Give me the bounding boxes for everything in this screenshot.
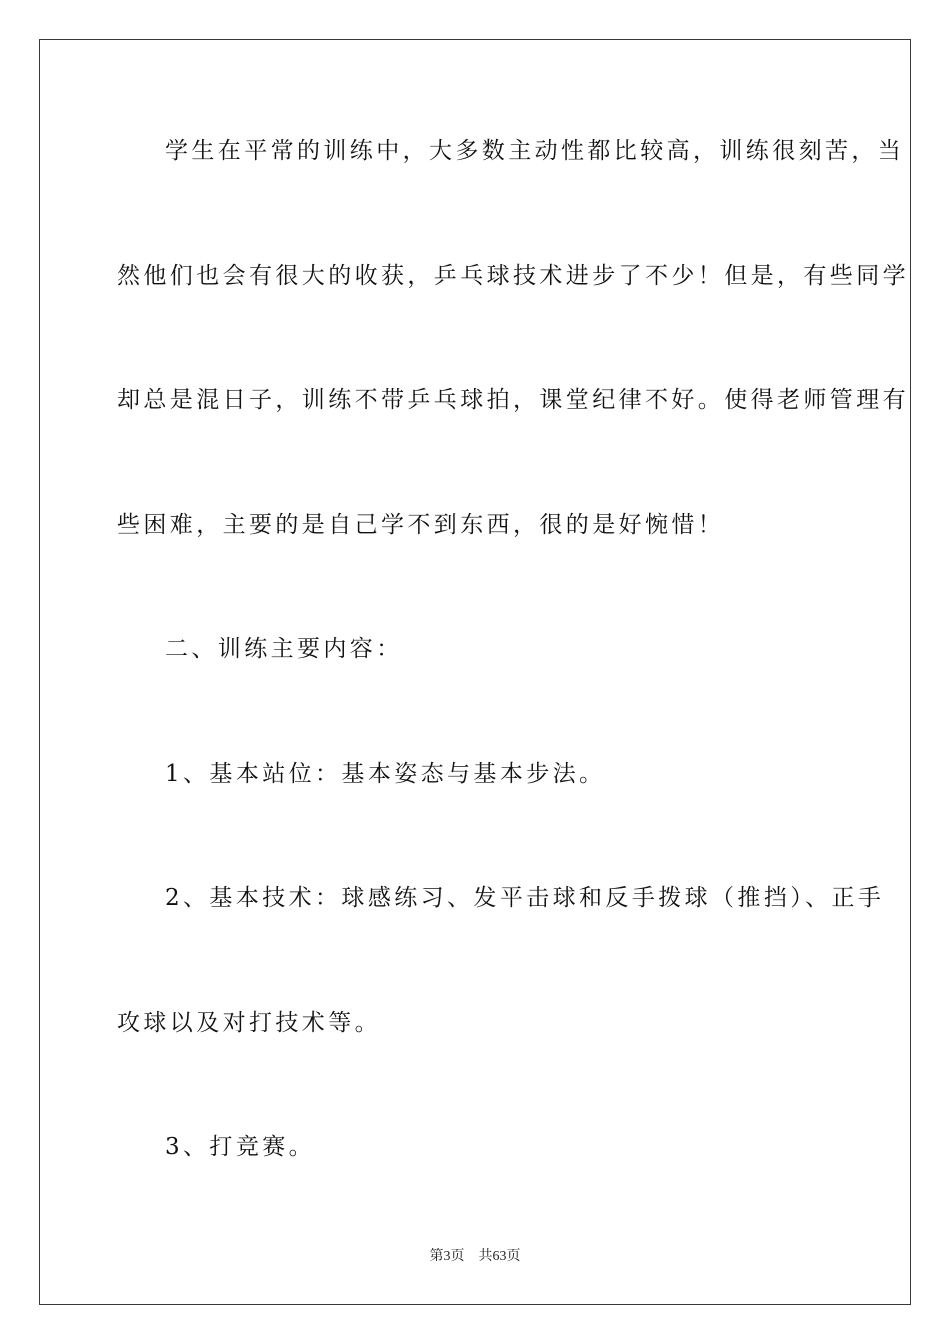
paragraph-line: 然他们也会有很大的收获，乒乓球技术进步了不少！但是，有些同学 bbox=[117, 263, 909, 289]
paragraph-line: 些困难，主要的是自己学不到东西，很的是好惋惜！ bbox=[117, 512, 725, 538]
page-border bbox=[39, 39, 911, 1305]
page-total: 共63页 bbox=[478, 1249, 521, 1264]
paragraph-line: 学生在平常的训练中，大多数主动性都比较高，训练很刻苦，当 bbox=[165, 138, 905, 164]
page-footer bbox=[0, 1248, 950, 1266]
section-heading: 二、训练主要内容： bbox=[165, 636, 403, 662]
list-item-continuation: 攻球以及对打技术等。 bbox=[117, 1010, 381, 1036]
list-item: 1、基本站位：基本姿态与基本步法。 bbox=[165, 761, 606, 787]
list-item: 3、打竞赛。 bbox=[165, 1134, 316, 1160]
page-number: 第3页 bbox=[429, 1249, 465, 1264]
list-item: 2、基本技术：球感练习、发平击球和反手拨球（推挡）、正手 bbox=[165, 885, 885, 911]
paragraph-line: 却总是混日子，训练不带乒乓球拍，课堂纪律不好。使得老师管理有 bbox=[117, 387, 909, 413]
